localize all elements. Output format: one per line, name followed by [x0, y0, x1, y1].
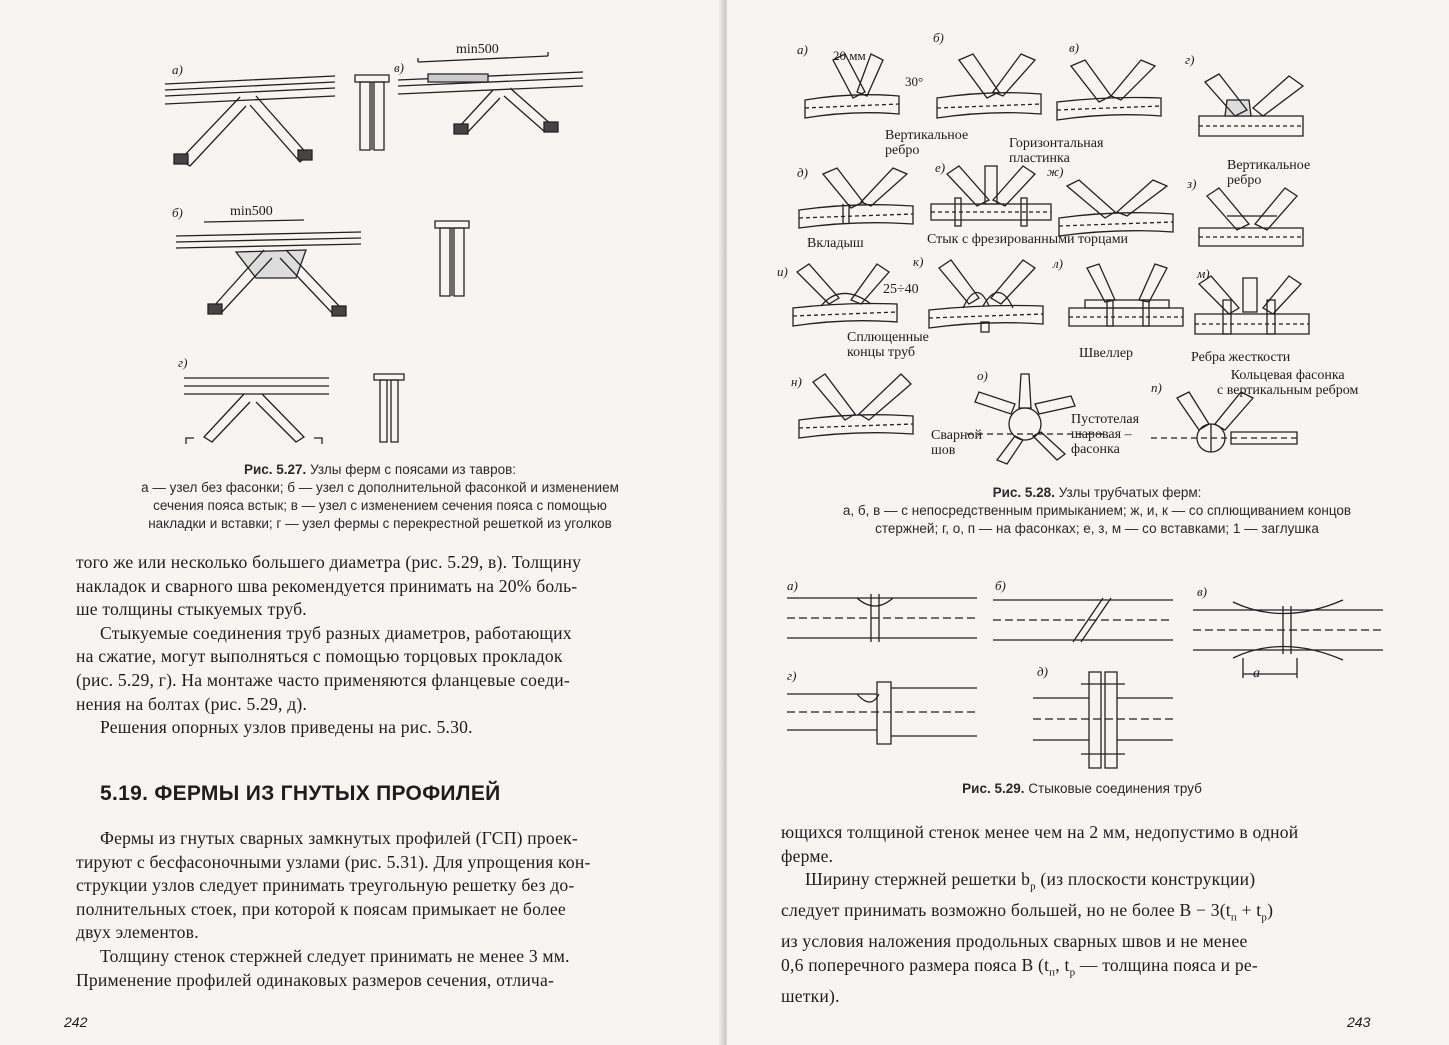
right-text-line: шетки). [781, 986, 840, 1007]
fig528-node-g [1197, 72, 1307, 142]
fig528-ann-vert-rebro-text: Вертикальное ребро [885, 128, 969, 158]
fig529-caption [917, 780, 1247, 798]
left-text-line: Толщину стенок стержней следует принимать не менее 3 мм. [100, 945, 570, 966]
fig529-label-a: а) [787, 578, 798, 593]
fig527-label-g: г) [178, 355, 188, 370]
fig528-label-e: е) [935, 160, 946, 175]
fig527-caption-line4: накладки и вставки; г — узел фермы с перекрестной решеткой из уголков [148, 516, 612, 531]
fig529-joint-a [787, 590, 977, 646]
fig527-section-a [352, 72, 392, 152]
right-body [781, 821, 1373, 1009]
left-text-line: ше толщины стыкуемых труб. [76, 599, 307, 620]
fig527-section-g [372, 372, 406, 444]
left-page [0, 0, 722, 1045]
fig528-node-e [927, 160, 1057, 232]
fig528-dim-20: 20 мм [833, 48, 866, 63]
fig528-caption-line2: а, б, в — с непосредственным примыканием; ж, и, к — со сплющиванием концов [842, 503, 1352, 518]
fig528-node-a [803, 56, 903, 126]
fig528-label-d: д) [797, 165, 808, 180]
fig529-label-b: б) [995, 578, 1006, 593]
right-text-line: ферме. [781, 845, 834, 866]
fig528-label-i: и) [777, 264, 788, 279]
fig528-node-l [1067, 264, 1187, 336]
fig529-caption-title-rest: Стыковые соединения труб [1028, 781, 1202, 796]
fig527-drawing-a [160, 70, 340, 180]
fig527-drawing-b [176, 218, 361, 328]
fig528-node-n [797, 372, 917, 448]
fig529-joint-d [1033, 670, 1193, 770]
sub-close: ) [1267, 900, 1274, 921]
right-page-number: 243 [1347, 1014, 1371, 1030]
sub-comma: , t [1055, 955, 1070, 975]
fig527-caption-line2: а — узел без фасонки; б — узел с дополнительной фасонкой и изменением [141, 480, 619, 495]
fig528-ann-svarnoy [931, 428, 982, 458]
right-text-line: из условия наложения продольных сварных швов и не менее [781, 931, 1248, 952]
right-text-frag: — толщина пояса и ре- [1079, 955, 1258, 975]
fig529-joint-g [787, 680, 977, 744]
fig528-dim-25: 25÷40 [883, 282, 919, 297]
right-text-line [781, 868, 1373, 899]
fig528-node-zh [1057, 180, 1177, 240]
left-text-line: Решения опорных узлов приведены на рис. 5.30. [100, 717, 473, 738]
left-text-line: струкции узлов следует принимать треугольную решетку без до- [76, 875, 575, 896]
left-text-line: тируют с бесфасоночными узлами (рис. 5.31). Для упрощения кон- [76, 851, 591, 872]
fig528-label-b: б) [933, 30, 944, 45]
left-text-line: нения на болтах (рис. 5.29, д). [76, 693, 308, 714]
fig528-label-k: к) [913, 254, 924, 269]
fig528-ann-styk: Стык с фрезированными торцами [927, 232, 1129, 247]
right-text-frag: (из плоскости конструкции) [1040, 869, 1256, 890]
fig528-caption-title: Рис. 5.28. [992, 485, 1055, 500]
fig527-caption [60, 461, 700, 533]
fig528-label-n: н) [791, 374, 802, 389]
fig528-ann-kolc-text: Кольцевая фасонка с вертикальным ребром [1217, 368, 1359, 398]
fig528-ann-vkladysh: Вкладыш [807, 236, 864, 251]
fig528-label-z: з) [1187, 176, 1197, 191]
fig529-label-v: в) [1197, 584, 1207, 599]
fig529-dim-a: a [1253, 666, 1260, 681]
right-text-frag: Ширину стержней решетки b [805, 869, 1031, 890]
fig528-caption-line3: стержней; г, о, п — на фасонках; е, з, м — со вставками; 1 — заглушка [875, 521, 1319, 536]
fig528-label-m: м) [1197, 266, 1210, 281]
fig528-node-b [935, 56, 1045, 126]
fig528-node-m [1193, 274, 1313, 344]
fig528-label-p: п) [1151, 380, 1162, 395]
fig528-label-o: о) [977, 368, 988, 383]
fig528-ann-pustot [1071, 412, 1139, 457]
fig528-caption [767, 484, 1427, 538]
fig528-ann-vert-rebro2 [1227, 158, 1310, 188]
fig527-label-v: в) [394, 60, 404, 75]
left-text-line: Стыкуемые соединения труб разных диаметров, работающих [100, 622, 572, 643]
fig527-section-b [432, 218, 472, 298]
left-text-line: двух элементов. [76, 922, 199, 943]
fig528-ann-vert-rebro [885, 128, 968, 158]
fig529-label-g: г) [787, 668, 797, 683]
fig528-node-z [1197, 186, 1307, 252]
sub-r: р [1069, 966, 1076, 979]
left-text-line: на сжатие, могут выполняться с помощью торцовых прокладок [76, 646, 563, 667]
fig527-drawing-v [398, 56, 588, 146]
fig527-label-b: б) [172, 205, 183, 220]
left-text-line: полнительных стоек, при которой к поясам примыкает не более [76, 898, 566, 919]
fig527-label-a: а) [172, 62, 183, 77]
section-heading: 5.19. ФЕРМЫ ИЗ ГНУТЫХ ПРОФИЛЕЙ [100, 782, 501, 805]
sub-p: п [1049, 966, 1056, 979]
right-page [727, 0, 1449, 1045]
left-text-line: Фермы из гнутых сварных замкнутых профилей (ГСП) проек- [100, 828, 578, 848]
fig528-ann-vert-rebro2-text: Вертикальное ребро [1227, 158, 1311, 188]
fig529-caption-title: Рис. 5.29. [962, 781, 1025, 796]
sub-r: р [1261, 911, 1268, 924]
fig528-caption-title-rest: Узлы трубчатых ферм: [1058, 485, 1202, 500]
fig528-ann-splyush [847, 330, 929, 360]
fig529-label-d: д) [1037, 664, 1048, 679]
fig528-ann-gor-plast-text: Горизонтальная пластинка [1009, 136, 1104, 166]
right-text-frag: следует принимать возможно большей, но не более B − 3(t [781, 900, 1231, 921]
fig527-caption-title-rest: Узлы ферм с поясами из тавров: [310, 462, 517, 477]
fig528-node-v [1055, 62, 1165, 128]
right-text-frag: 0,6 поперечного размера пояса B (t [781, 955, 1050, 975]
left-page-number: 242 [64, 1014, 88, 1030]
fig528-label-zh: ж) [1047, 164, 1064, 179]
right-text-line: ющихся толщиной стенок менее чем на 2 мм, недопустимо в одной [781, 822, 1299, 842]
fig527-drawing-g [184, 372, 334, 452]
fig527-caption-title: Рис. 5.27. [243, 462, 307, 477]
fig528-label-v: в) [1069, 40, 1079, 55]
fig528-ann-rebra: Ребра жесткости [1191, 350, 1291, 365]
left-text-line: того же или несколько большего диаметра (рис. 5.29, в). Толщину [76, 552, 582, 572]
fig527-dim-b: min500 [230, 204, 273, 219]
left-text-line: (рис. 5.29, г). На монтаже часто применяются фланцевые соеди- [76, 669, 570, 690]
fig528-ann-shveller: Швеллер [1079, 346, 1134, 361]
fig528-dim-30: 30° [905, 74, 924, 89]
left-body-top [76, 551, 660, 740]
fig528-ann-pustot-text: Пустотелая шаровая – фасонка [1071, 412, 1140, 457]
fig528-label-a: а) [797, 42, 808, 57]
fig528-ann-svarnoy-text: Сварной шов [931, 428, 982, 458]
sub-p: п [1230, 911, 1237, 924]
fig528-label-l: л) [1053, 256, 1063, 271]
left-text-line: накладок и сварного шва рекомендуется принимать на 20% боль- [76, 575, 578, 596]
fig527-caption-line3: сечения пояса встык; в — узел с изменением сечения пояса с помощью [153, 498, 607, 513]
fig528-node-i [791, 262, 901, 332]
sub-plus: + t [1236, 900, 1262, 921]
fig528-ann-splyush-text: Сплющенные концы труб [847, 330, 929, 360]
sub-r: р [1030, 880, 1036, 893]
right-text-line [781, 899, 1373, 930]
fig528-label-g: г) [1185, 52, 1195, 67]
fig528-node-d [797, 170, 917, 236]
fig527-dim-v: min500 [456, 42, 499, 57]
right-text-line [781, 954, 1373, 985]
fig529-joint-v [1193, 596, 1383, 680]
fig529-joint-b [993, 592, 1173, 648]
left-text-line: Применение профилей одинаковых размеров сечения, отлича- [76, 969, 555, 990]
fig528-node-k [927, 260, 1047, 336]
fig528-node-p [1151, 390, 1301, 460]
left-body-bottom [76, 827, 660, 992]
